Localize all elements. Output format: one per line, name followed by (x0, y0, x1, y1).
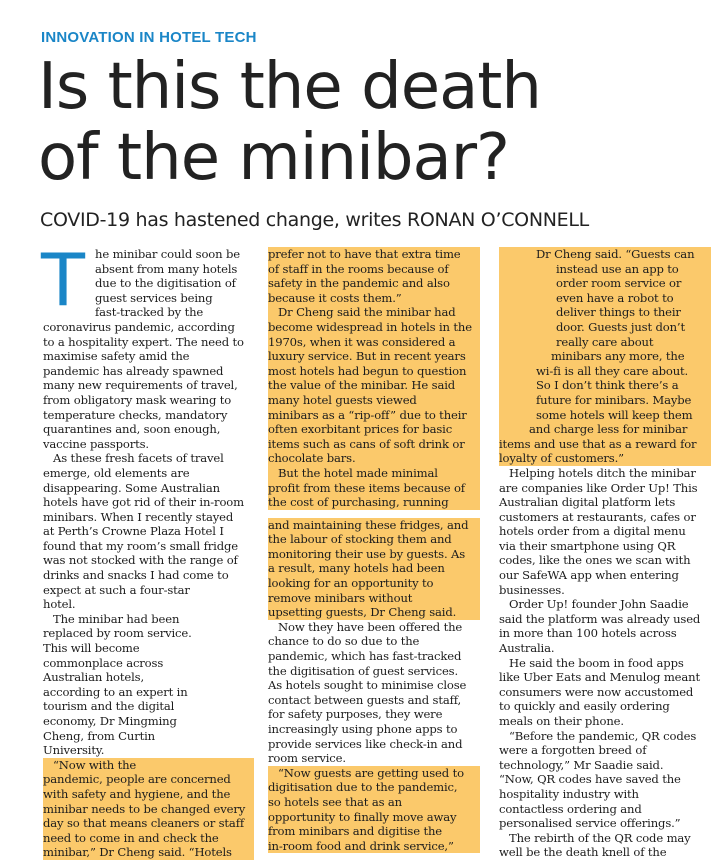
text-line: contact between guests and staff, (268, 692, 461, 707)
highlighted-text-line: and maintaining these fridges, and (268, 518, 480, 533)
text-line: codes, like the ones we scan with (499, 553, 691, 568)
text-line: well be the death knell of the (499, 845, 667, 860)
drop-cap: T (41, 238, 85, 322)
article-column-1 (43, 247, 254, 860)
highlighted-text-line: from minibars and digitise the (268, 824, 480, 839)
text-line: technology,” Mr Saadie said. (499, 757, 664, 772)
article-column-2 (268, 247, 480, 853)
text-line: temperature checks, mandatory (43, 407, 228, 422)
text-line: Order Up! founder John Saadie (509, 597, 689, 612)
highlighted-text-line: minibars as a “rip-off” due to their (268, 408, 480, 423)
highlighted-text-line: and charge less for minibar (499, 422, 711, 437)
highlighted-text-line: even have a robot to (499, 291, 711, 306)
text-line: He said the boom in food apps (509, 655, 684, 670)
text-line: to a hospitality expert. The need to (43, 334, 244, 349)
text-line: from obligatory mask wearing to (43, 392, 232, 407)
highlighted-text-line: pandemic, people are concerned (43, 772, 254, 787)
highlighted-text-line: future for minibars. Maybe (499, 393, 711, 408)
highlighted-text-line: really care about (499, 335, 711, 350)
text-line: customers at restaurants, cafes or (499, 509, 696, 524)
text-line: The minibar had been (53, 611, 180, 626)
text-line: at Perth’s Crowne Plaza Hotel I (43, 524, 224, 539)
highlighted-text-line: in-room food and drink service,” (268, 839, 480, 854)
text-line: disappearing. Some Australian (43, 480, 220, 495)
highlighted-text-line: minibars any more, the (499, 349, 711, 364)
text-line: room service. (268, 751, 346, 766)
highlighted-text-line: the labour of stocking them and (268, 532, 480, 547)
highlighted-text-line: items and use that as a reward for (499, 437, 711, 452)
text-line: for safety purposes, they were (268, 707, 443, 722)
section-kicker: INNOVATION IN HOTEL TECH (41, 29, 257, 46)
highlighted-text-line: of staff in the rooms because of (268, 262, 480, 277)
highlighted-text-line: most hotels had begun to question (268, 364, 480, 379)
text-line: tourism and the digital (43, 699, 175, 714)
text-line: replaced by room service. (43, 626, 192, 641)
text-line: was not stocked with the range of (43, 553, 238, 568)
headline (38, 52, 718, 194)
text-line: hotels order from a digital menu (499, 524, 686, 539)
highlighted-text-line: instead use an app to (499, 262, 711, 277)
highlighted-text-line: So I don’t think there’s a (499, 378, 711, 393)
text-line: personalised service offerings.” (499, 816, 681, 831)
highlighted-text-line: door. Guests just don’t (499, 320, 711, 335)
text-line: guest services being (95, 290, 213, 305)
text-line: Now they have been offered the (278, 619, 463, 634)
text-line: businesses. (499, 582, 565, 597)
text-line: “Before the pandemic, QR codes (509, 728, 697, 743)
text-line: chance to do so due to the (268, 634, 420, 649)
text-line: contactless ordering and (499, 801, 642, 816)
highlighted-text-line: But the hotel made minimal (268, 466, 480, 481)
text-line: “Now, QR codes have saved the (499, 772, 681, 787)
text-line: were a forgotten breed of (499, 743, 647, 758)
highlighted-text-line: loyalty of customers.” (499, 451, 711, 466)
text-line: our SafeWA app when entering (499, 568, 679, 583)
text-line: pandemic has already spawned (43, 363, 224, 378)
highlighted-text-line: deliver things to their (499, 305, 711, 320)
highlighted-text-line: so hotels see that as an (268, 795, 480, 810)
highlighted-text-line: with safety and hygiene, and the (43, 787, 254, 802)
highlighted-text-line: often exorbitant prices for basic (268, 422, 480, 437)
highlighted-text-line: remove minibars without (268, 591, 480, 606)
text-line: in more than 100 hotels across (499, 626, 677, 641)
text-line: said the platform was already used (499, 611, 701, 626)
text-line: to quickly and easily ordering (499, 699, 670, 714)
highlighted-text-line: become widespread in hotels in the (268, 320, 480, 335)
highlighted-text-line: upsetting guests, Dr Cheng said. (268, 605, 480, 620)
highlighted-text-line: profit from these items because of (268, 481, 480, 496)
highlighted-text-line: items such as cans of soft drink or (268, 437, 480, 452)
highlighted-text-line: “Now with the (43, 758, 254, 773)
text-line: economy, Dr Mingming (43, 714, 177, 728)
highlighted-text-line: need to come in and check the (43, 831, 254, 846)
highlighted-text-line: a result, many hotels had been (268, 561, 480, 576)
highlighted-text-line: minibar,” Dr Cheng said. “Hotels (43, 845, 254, 860)
highlighted-text-line: some hotels will keep them (499, 408, 711, 423)
text-line: expect at such a four-star (43, 582, 190, 597)
text-line: pandemic, which has fast-tracked (268, 649, 462, 664)
highlighted-text-line: looking for an opportunity to (268, 576, 480, 591)
column-gap (268, 510, 480, 518)
highlighted-text-line: monitoring their use by guests. As (268, 547, 480, 562)
text-line: Australian hotels, (43, 670, 144, 685)
highlighted-text-line: opportunity to finally move away (268, 810, 480, 825)
text-line: maximise safety amid the (43, 349, 190, 364)
highlighted-text-line: “Now guests are getting used to (268, 766, 480, 781)
text-line: quarantines and, soon enough, (43, 422, 221, 437)
highlighted-text-line: many hotel guests viewed (268, 393, 480, 408)
text-line: University. (43, 743, 105, 758)
highlighted-text-line: prefer not to have that extra time (268, 247, 480, 262)
highlighted-text-line: order room service or (499, 276, 711, 291)
text-line: increasingly using phone apps to (268, 722, 458, 736)
text-line: absent from many hotels (95, 261, 238, 276)
article-column-3 (499, 247, 711, 860)
highlighted-text-line: Dr Cheng said. “Guests can (499, 247, 711, 262)
text-line: Cheng, from Curtin (43, 728, 155, 743)
text-line: consumers were now accustomed (499, 684, 694, 699)
text-line: the digitisation of guest services. (268, 663, 459, 678)
text-line: hotels have got rid of their in-room (43, 495, 244, 510)
text-line: due to the digitisation of (95, 276, 236, 291)
text-line: via their smartphone using QR (499, 538, 676, 553)
text-line: drinks and snacks I had come to (43, 568, 229, 583)
text-line: Australia. (499, 641, 555, 656)
highlighted-text-line: wi-fi is all they care about. (499, 364, 711, 379)
highlighted-text-line: 1970s, when it was considered a (268, 335, 480, 350)
text-line: fast-tracked by the (95, 305, 204, 320)
headline-line-1: Is this the death (38, 50, 541, 124)
text-line: minibars. When I recently stayed (43, 509, 234, 524)
highlighted-text-line: the cost of purchasing, running (268, 495, 480, 510)
highlighted-text-line: because it costs them.” (268, 291, 480, 306)
highlighted-text-line: digitisation due to the pandemic, (268, 780, 480, 795)
text-line: Australian digital platform lets (499, 495, 676, 510)
text-line: like Uber Eats and Menulog meant (499, 670, 700, 685)
text-line: according to an expert in (43, 684, 188, 699)
text-line: emerge, old elements are (43, 465, 190, 480)
text-line: he minibar could soon be (95, 247, 240, 261)
highlighted-text-line: chocolate bars. (268, 451, 480, 466)
text-line: As hotels sought to minimise close (268, 678, 467, 693)
standfirst-byline: COVID-19 has hastened change, writes RONAN O’CONNELL (40, 209, 589, 231)
text-line: many new requirements of travel, (43, 378, 238, 393)
highlighted-text-line: safety in the pandemic and also (268, 276, 480, 291)
highlighted-text-line: day so that means cleaners or staff (43, 816, 254, 831)
highlighted-text-line: Dr Cheng said the minibar had (268, 305, 480, 320)
text-line: hospitality industry with (499, 786, 639, 801)
text-line: coronavirus pandemic, according (43, 319, 235, 334)
text-line: This will become (43, 641, 140, 656)
text-line: hotel. (43, 597, 76, 612)
text-line: meals on their phone. (499, 714, 624, 728)
text-line: Helping hotels ditch the minibar (509, 465, 696, 480)
highlighted-text-line: the value of the minibar. He said (268, 378, 480, 393)
highlighted-text-line: minibar needs to be changed every (43, 802, 254, 817)
text-line: commonplace across (43, 655, 164, 670)
text-line: provide services like check-in and (268, 736, 463, 751)
text-line: found that my room’s small fridge (43, 538, 238, 553)
text-line: are companies like Order Up! This (499, 480, 698, 495)
text-line: The rebirth of the QR code may (509, 830, 691, 845)
text-line: vaccine passports. (43, 436, 149, 451)
text-line: As these fresh facets of travel (53, 451, 224, 466)
headline-line-2: of the minibar? (38, 121, 509, 195)
highlighted-text-line: luxury service. But in recent years (268, 349, 480, 364)
